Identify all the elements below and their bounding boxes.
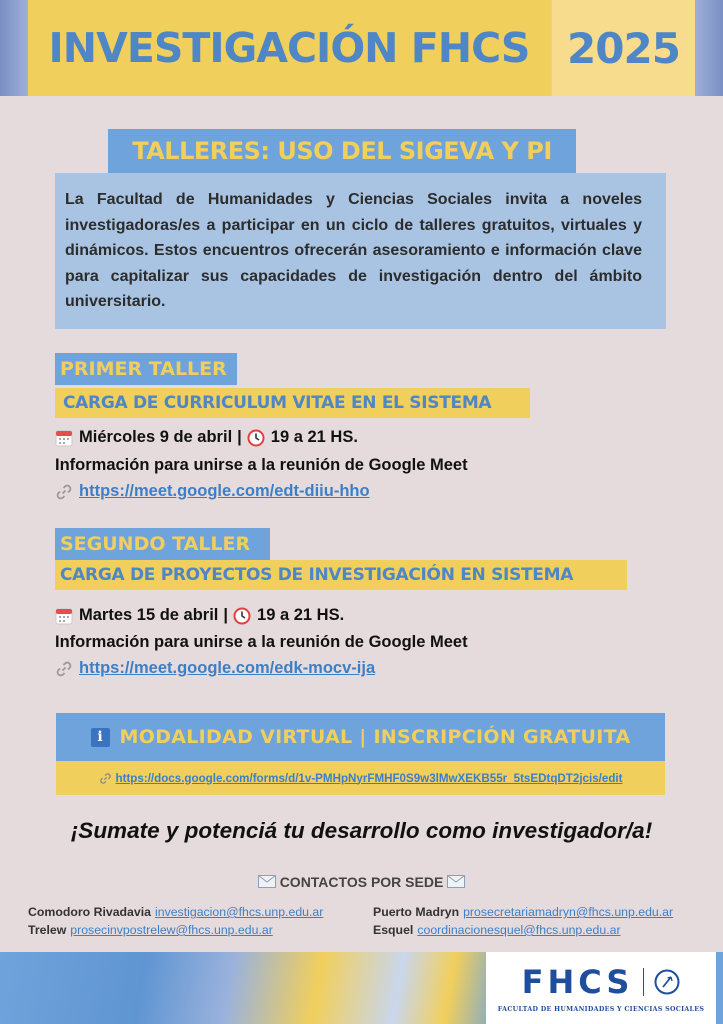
- registration-form-link[interactable]: https://docs.google.com/forms/d/1v-PMHpNyrFMHF0S9w3lMwXEKB55r_5tsEDtqDT2jcis/edit: [115, 771, 623, 785]
- workshop-1-label: PRIMER TALLER: [60, 358, 227, 380]
- contact-site: Trelew: [28, 923, 67, 937]
- section-title: TALLERES: USO DEL SIGEVA Y PI: [132, 137, 552, 165]
- calendar-icon: [55, 429, 73, 447]
- workshop-1-schedule: [55, 428, 358, 447]
- page-title: INVESTIGACIÓN FHCS: [48, 24, 530, 72]
- contact-site: Comodoro Rivadavia: [28, 905, 151, 919]
- logo-divider: [643, 968, 644, 996]
- workshop-2-label: SEGUNDO TALLER: [60, 533, 251, 555]
- modality-text: MODALIDAD VIRTUAL | INSCRIPCIÓN GRATUITA: [119, 726, 631, 748]
- workshop-2-subtitle: CARGA DE PROYECTOS DE INVESTIGACIÓN EN SISTEMA: [60, 565, 574, 585]
- workshop-1-time: 19 a 21 HS.: [270, 428, 358, 446]
- workshop-2-separator: |: [223, 606, 229, 624]
- workshop-1-label-box: [55, 353, 237, 385]
- workshop-1-meet-info: Información para unirse a la reunión de Google Meet: [55, 456, 468, 474]
- workshop-2-link-row: [55, 659, 375, 678]
- section-title-box: [108, 129, 576, 173]
- workshop-2-subtitle-box: [55, 560, 627, 590]
- page-year: 2025: [567, 23, 680, 73]
- link-icon: [99, 772, 112, 785]
- call-to-action: ¡Sumate y potenciá tu desarrollo como investigador/a!: [70, 818, 653, 843]
- workshop-2-schedule: [55, 606, 344, 625]
- workshop-2-meet-info: Información para unirse a la reunión de Google Meet: [55, 633, 468, 651]
- clock-icon: [247, 429, 265, 447]
- workshop-2-label-box: [55, 528, 270, 560]
- contact-email-link[interactable]: investigacion@fhcs.unp.edu.ar: [155, 905, 324, 919]
- workshop-1-link-row: [55, 482, 370, 501]
- logo-text: FHCS: [521, 963, 634, 1001]
- contact-email-link[interactable]: prosecretariamadryn@fhcs.unp.edu.ar: [463, 905, 674, 919]
- envelope-icon: [447, 875, 465, 888]
- logo-emblem-icon: [654, 969, 680, 995]
- workshop-1-separator: |: [237, 428, 242, 446]
- intro-text: La Facultad de Humanidades y Ciencias Sociales invita a noveles investigadoras/es a participar en un ciclo de talleres gratuitos, virtuales y dinámicos. Estos encuentros ofrecerán asesoramiento e información clave para capitalizar sus capacidades de investigación dentro del ámbito universitario.: [65, 191, 642, 310]
- workshop-2-date: Martes 15 de abril: [79, 606, 219, 624]
- workshop-1-subtitle: CARGA DE CURRICULUM VITAE EN EL SISTEMA: [63, 393, 492, 413]
- envelope-icon: [258, 875, 276, 888]
- contact-esquel: [373, 923, 621, 937]
- contact-email-link[interactable]: coordinacionesquel@fhcs.unp.edu.ar: [417, 923, 621, 937]
- form-link-bar: [56, 761, 665, 795]
- link-icon: [55, 660, 73, 678]
- info-icon: i: [91, 728, 110, 747]
- calendar-icon: [55, 607, 73, 625]
- clock-icon: [233, 607, 251, 625]
- header-title-box: [28, 0, 550, 96]
- contacts-heading: [0, 874, 723, 890]
- contacts-title: CONTACTOS POR SEDE: [279, 874, 444, 890]
- header-year-box: [552, 0, 695, 96]
- fhcs-logo: [486, 952, 716, 1024]
- contact-puerto-madryn: [373, 905, 673, 919]
- contact-site: Puerto Madryn: [373, 905, 460, 919]
- workshop-1-date: Miércoles 9 de abril: [79, 428, 233, 446]
- contact-site: Esquel: [373, 923, 414, 937]
- logo-row: [522, 963, 681, 1001]
- workshop-2-meet-link[interactable]: https://meet.google.com/edk-mocv-ija: [79, 659, 376, 677]
- intro-box: [55, 173, 666, 329]
- logo-subtitle: FACULTAD DE HUMANIDADES Y CIENCIAS SOCIALES: [497, 1006, 705, 1013]
- workshop-2-time: 19 a 21 HS.: [257, 606, 345, 624]
- contact-comodoro: [28, 905, 323, 919]
- contact-trelew: [28, 923, 273, 937]
- modality-bar: [56, 713, 665, 761]
- link-icon: [55, 483, 73, 501]
- workshop-1-subtitle-box: [55, 388, 530, 418]
- contact-email-link[interactable]: prosecinvpostrelew@fhcs.unp.edu.ar: [70, 923, 273, 937]
- workshop-1-meet-link[interactable]: https://meet.google.com/edt-diiu-hho: [79, 482, 370, 500]
